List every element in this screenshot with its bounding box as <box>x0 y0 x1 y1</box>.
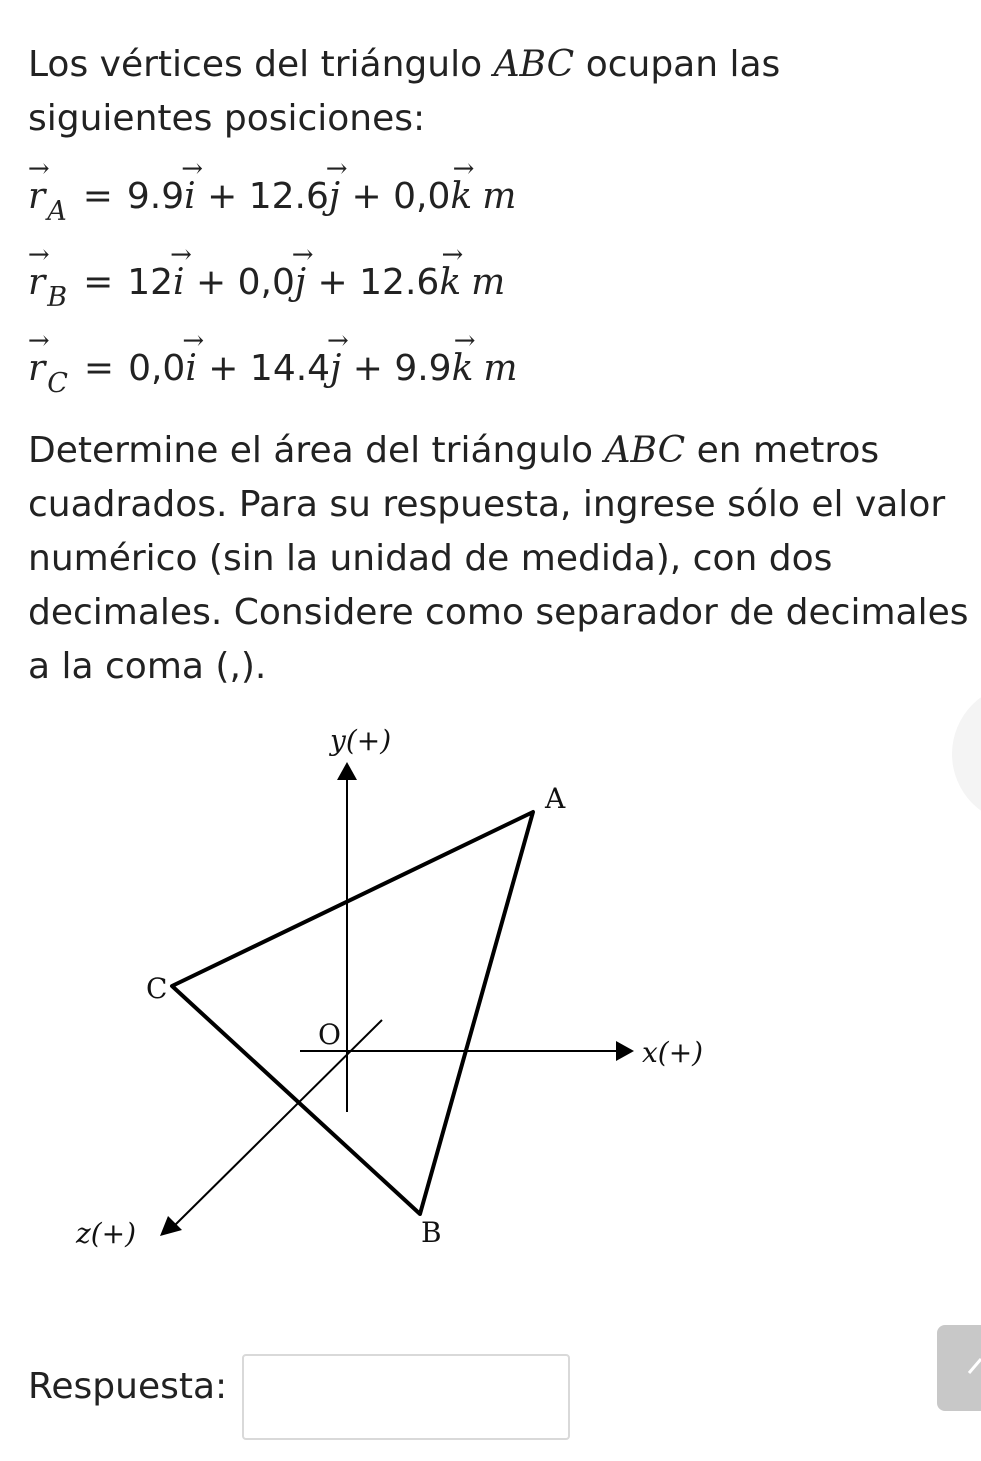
triangle-name: ABC <box>493 44 575 85</box>
chevron-up-icon <box>965 1351 981 1381</box>
unit-vector-k: → k <box>452 348 474 389</box>
unit-vector-k: → k <box>439 262 461 303</box>
question-text-2: en metros cuadrados. Para su respuesta, ingrese sólo el valor numérico (sin la unidad de medida), con dos decimales. Considere como separador de decimales a la coma (,). <box>28 430 969 687</box>
vector-subscript: A <box>47 196 67 227</box>
question-text-1: Determine el área del triángulo <box>28 430 594 471</box>
answer-input[interactable] <box>242 1354 570 1440</box>
vector-subscript: C <box>47 368 68 399</box>
y-axis-arrow <box>337 762 357 780</box>
triangle-diagram <box>0 710 981 1270</box>
unit-vector-j: → j <box>330 348 341 389</box>
z-axis <box>172 1020 382 1228</box>
equals-sign: = <box>83 348 115 389</box>
question-paragraph <box>28 424 973 694</box>
side-nav-tab[interactable] <box>937 1325 981 1411</box>
unit-meters: m <box>482 176 517 217</box>
equals-sign: = <box>82 176 113 217</box>
unit-vector-j: → j <box>295 262 306 303</box>
triangle-abc <box>172 812 533 1214</box>
plus-sign: + <box>196 262 227 303</box>
plus-sign: + <box>352 348 383 389</box>
y-axis-label: y(+) <box>330 724 392 757</box>
vector-equation-b <box>28 262 505 322</box>
vertex-a-label: A <box>545 782 566 815</box>
j-coefficient: 12.6 <box>248 176 329 217</box>
unit-vector-j: → j <box>329 176 340 217</box>
equals-sign: = <box>83 262 114 303</box>
vector-symbol: → r <box>28 262 45 303</box>
i-coefficient: 0,0 <box>128 348 186 389</box>
k-coefficient: 12.6 <box>359 262 440 303</box>
plus-sign: + <box>317 262 348 303</box>
vector-equation-c <box>28 348 518 408</box>
i-coefficient: 12 <box>127 262 174 303</box>
unit-vector-i: → i <box>184 176 196 217</box>
plus-sign: + <box>207 176 238 217</box>
unit-vector-k: → k <box>450 176 472 217</box>
i-coefficient: 9.9 <box>126 176 185 217</box>
unit-meters: m <box>483 348 518 389</box>
answer-label: Respuesta: <box>28 1366 228 1407</box>
j-coefficient: 0,0 <box>237 262 295 303</box>
origin-label: O <box>318 1018 341 1051</box>
unit-vector-i: → i <box>185 348 197 389</box>
unit-vector-i: → i <box>173 262 185 303</box>
plus-sign: + <box>351 176 382 217</box>
vector-equation-a <box>28 176 516 236</box>
k-coefficient: 0,0 <box>393 176 451 217</box>
z-axis-arrow <box>160 1216 182 1236</box>
intro-paragraph <box>28 38 973 146</box>
vector-symbol: → r <box>28 176 45 217</box>
j-coefficient: 14.4 <box>249 348 331 389</box>
intro-text: Los vértices del triángulo <box>28 44 483 85</box>
intro-text-2: ocupan las siguientes posiciones: <box>28 44 781 139</box>
vertex-b-label: B <box>421 1216 442 1249</box>
triangle-name: ABC <box>604 430 686 471</box>
vertex-c-label: C <box>146 972 168 1005</box>
unit-meters: m <box>471 262 506 303</box>
z-axis-label: z(+) <box>76 1217 137 1250</box>
vector-subscript: B <box>47 282 68 313</box>
k-coefficient: 9.9 <box>394 348 452 389</box>
x-axis-label: x(+) <box>642 1036 704 1069</box>
x-axis-arrow <box>616 1041 634 1061</box>
vector-symbol: → r <box>28 348 45 389</box>
plus-sign: + <box>208 348 239 389</box>
